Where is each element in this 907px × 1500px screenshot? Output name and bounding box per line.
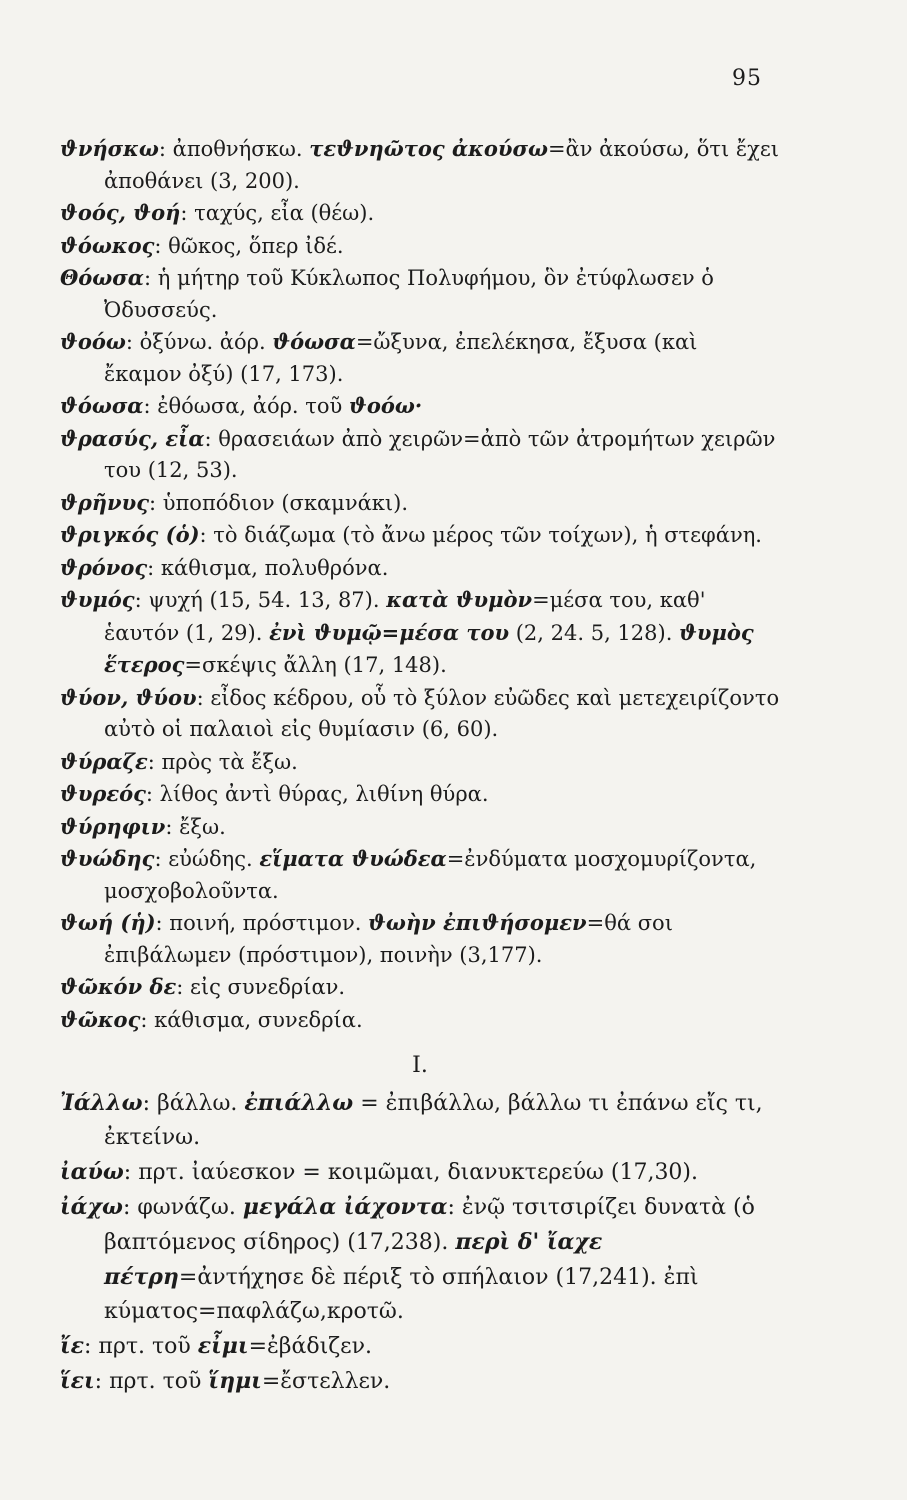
lexicon-entry <box>60 1155 780 1190</box>
entry-definition: : εἶδος κέδρου, οὗ τὸ ξύλον εὐῶδες καὶ μετεχειρίζοντο αὐτὸ οἱ παλαιοὶ εἰς θυμίασιν (6, 60). <box>104 685 780 741</box>
entry-example: εἵματα ϑυώδεα <box>259 846 447 871</box>
entry-example: μεγάλα ἰάχοντα <box>242 1193 448 1220</box>
entry-definition: =ἐβάδιζεν. <box>248 1333 372 1359</box>
lexicon-entry <box>60 584 780 682</box>
entry-headword: ἴε <box>60 1332 85 1359</box>
entry-example: ϑωὴν ἐπιϑήσομεν <box>368 910 587 935</box>
entry-headword: ϑῶκος <box>60 1006 141 1032</box>
entry-definition: =ἂν ἀκούσω, ὅτι ἔχει ἀποθάνει (3, 200). <box>104 137 779 193</box>
entry-headword: ϑύραζε <box>60 748 148 774</box>
entry-headword: ϑοός, ϑοή <box>60 200 181 225</box>
section-letter: Ι. <box>412 1053 428 1078</box>
entry-headword: ϑύον, ϑύου <box>60 684 197 710</box>
entry-headword: ϑυρεός <box>60 781 146 806</box>
entry-definition: =θά σοι ἐπιβάλωμεν (πρόστιμον), ποινὴν (3,177). <box>104 911 673 967</box>
lexicon-entry <box>60 746 780 779</box>
entry-definition: =μέσα του, καθ' ἑαυτόν (1, 29). <box>104 588 706 645</box>
lexicon-entry <box>60 1364 780 1399</box>
entry-headword: ϑωή (ἡ) <box>60 910 156 935</box>
lexicon-entry <box>60 1329 780 1364</box>
entry-definition: : κάθισμα, συνεδρία. <box>140 1007 363 1032</box>
entry-definition: : τὸ διάζωμα (τὸ ἄνω μέρος τῶν τοίχων), ἡ στεφάνη. <box>199 523 762 547</box>
entry-definition: : θῶκος, ὅπερ ἰδέ. <box>154 233 344 258</box>
lexicon-entry <box>60 843 780 907</box>
lexicon-entry <box>60 519 780 552</box>
entry-definition: : ἐθόωσα, ἀόρ. τοῦ <box>143 394 349 418</box>
entry-headword: ϑρόνος <box>60 554 148 580</box>
entry-definition: : ἡ μήτηρ τοῦ Κύκλωπος Πολυφήμου, ὃν ἐτύφλωσεν ὁ Ὀδυσσεύς. <box>104 266 714 322</box>
entry-definition: : ἐνῷ τσιτσιρίζει δυνατὰ (ὁ βαπτόμενος σίδηρος) (17,238). <box>104 1194 755 1255</box>
entry-definition: : θρασειάων ἀπὸ χειρῶν=ἀπὸ τῶν ἀτρομήτων χειρῶν του (12, 53). <box>104 426 776 482</box>
lexicon-entry <box>60 811 780 844</box>
entry-headword: ϑυμός <box>60 587 135 612</box>
entry-headword: ἵει <box>60 1367 95 1394</box>
lexicon-entry <box>60 971 780 1004</box>
entry-definition: : πρὸς τὰ ἔξω. <box>147 749 298 774</box>
entry-definition: : ψυχή (15, 54. 13, 87). <box>134 588 387 612</box>
entry-definition: : πρτ. τοῦ <box>94 1368 209 1394</box>
entry-headword: ϑοόω <box>60 329 126 354</box>
lexicon-entry <box>60 907 780 971</box>
lexicon-entry <box>60 682 780 746</box>
lexicon-entry <box>60 197 780 230</box>
entry-example: ϑυμὸς ἕτερος <box>104 619 754 677</box>
entry-definition: : ὀξύνω. ἀόρ. <box>125 330 273 354</box>
lexicon-entry <box>60 133 780 197</box>
lexicon-entry <box>60 487 780 520</box>
entry-example: ϑοόω· <box>349 393 423 418</box>
entry-definition: = ἐπιβάλλω, βάλλω τι ἐπάνω εἴς τι, ἐκτείνω. <box>104 1090 763 1150</box>
entry-headword: ϑόωκος <box>60 232 155 258</box>
entry-headword: ἰάχω <box>60 1193 123 1220</box>
entry-definition: =ὤξυνα, ἐπελέκησα, ἔξυσα (καὶ ἔκαμον ὀξύ) (17, 173). <box>104 330 698 386</box>
lexicon-entry <box>60 1190 780 1329</box>
entry-definition: : ποινή, πρόστιμον. <box>155 911 369 935</box>
lexicon-entry <box>60 390 780 423</box>
entry-example: ἐπιάλλω <box>244 1089 354 1116</box>
lexicon-entry <box>60 326 780 390</box>
entry-headword: ϑριγκός (ὁ) <box>60 522 200 547</box>
entry-definition: : ἀποθνήσκω. <box>158 137 310 161</box>
entry-definition: : εἰς συνεδρίαν. <box>176 975 346 999</box>
entry-headword: ϑρῆνυς <box>60 489 149 515</box>
lexicon-entry <box>60 1004 780 1037</box>
entry-definition: : φωνάζω. <box>123 1194 243 1220</box>
lexicon-entry <box>60 1086 780 1155</box>
entry-definition: : πρτ. ἰαύεσκον = κοιμῶμαι, διανυκτερεύω (17,30). <box>123 1159 699 1185</box>
entry-example: τεϑνηῶτος ἀκούσω <box>309 136 548 161</box>
entry-headword: ϑνήσκω <box>60 136 159 161</box>
lexicon-entries <box>60 133 780 1399</box>
entry-definition: : κάθισμα, πολυθρόνα. <box>147 555 389 580</box>
entry-definition: : λίθος ἀντὶ θύρας, λιθίνη θύρα. <box>145 782 489 806</box>
page-number: 95 <box>732 66 762 91</box>
entry-example: εἶμι <box>197 1332 249 1359</box>
entry-definition: (2, 24. 5, 128). <box>509 620 680 645</box>
entry-headword: ϑόωσα <box>60 393 144 418</box>
lexicon-entry <box>60 552 780 585</box>
entry-headword: ϑρασύς, εἶα <box>60 425 205 451</box>
entry-example: ἐνὶ ϑυμῷ=μέσα του <box>269 619 510 645</box>
entry-definition: : ἔξω. <box>165 814 226 839</box>
lexicon-entry <box>60 778 780 811</box>
entry-headword: Ἰάλλω <box>60 1089 143 1116</box>
entry-headword: Θόωσα <box>60 265 144 290</box>
entry-example: περὶ δ' ἴαχε πέτρη <box>104 1228 603 1290</box>
entry-definition: : ὑποπόδιον (σκαμνάκι). <box>148 490 409 515</box>
entry-headword: ἰαύω <box>60 1158 124 1185</box>
entry-definition: : ταχύς, εἶα (θέω). <box>180 201 375 225</box>
entry-headword: ϑῶκόν δε <box>60 974 177 999</box>
entry-definition: =ἐνδύματα μοσχομυρίζοντα, μοσχοβολοῦντα. <box>104 847 757 903</box>
entry-example: ϑόωσα <box>272 329 356 354</box>
entry-definition: =ἀντήχησε δὲ πέριξ τὸ σπήλαιον (17,241). ἐπὶ κύματος=παφλάζω,κροτῶ. <box>104 1264 699 1324</box>
entry-example: κατὰ ϑυμὸν <box>386 587 533 612</box>
entry-definition: : βάλλω. <box>142 1090 245 1116</box>
entry-headword: ϑυώδης <box>60 846 155 871</box>
entry-definition: =ἔστελλεν. <box>261 1368 391 1394</box>
lexicon-entry <box>60 230 780 263</box>
entry-headword: ϑύρηφιν <box>60 813 166 839</box>
entry-definition: : εὐώδης. <box>154 847 260 871</box>
entry-example: ἵημι <box>208 1367 262 1394</box>
entry-definition: =σκέψις ἄλλη (17, 148). <box>184 653 447 677</box>
lexicon-entry <box>60 262 780 326</box>
lexicon-entry <box>60 423 780 487</box>
entry-definition: : πρτ. τοῦ <box>84 1333 198 1359</box>
